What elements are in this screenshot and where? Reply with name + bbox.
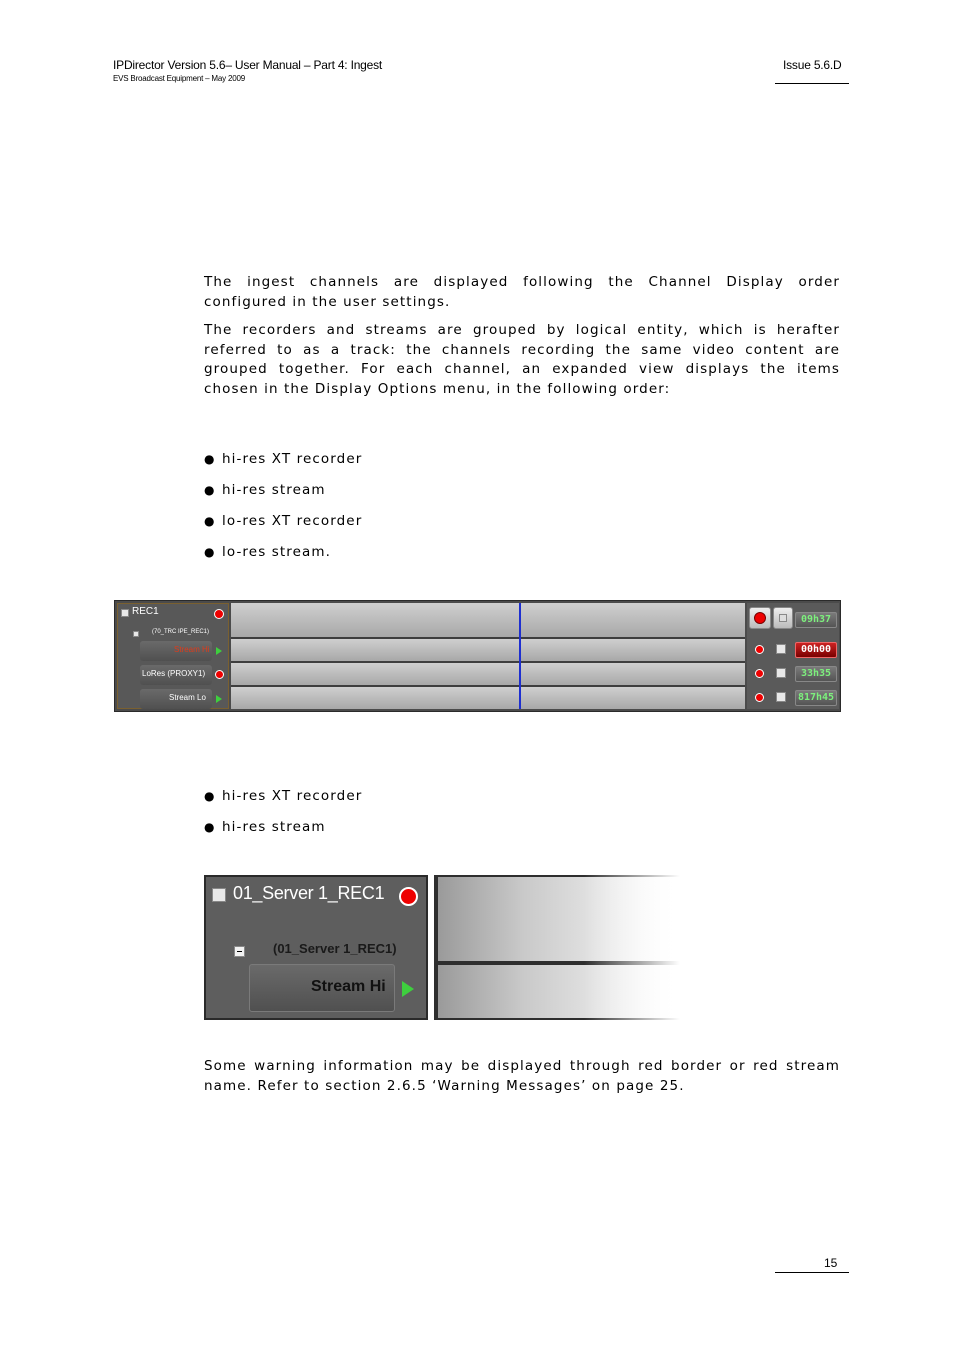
lores-recorder-label: LoRes (PROXY1): [142, 669, 206, 678]
stream-hi-label: Stream Hi: [311, 978, 386, 995]
list-item: ● hi-res stream: [204, 482, 326, 498]
track-name: REC1: [132, 606, 159, 617]
record-icon: [754, 612, 766, 624]
record-status-icon: [214, 609, 224, 619]
record-icon[interactable]: [755, 669, 764, 678]
record-icon[interactable]: [755, 693, 764, 702]
paragraph-warning-info: Some warning information may be displayed through red border or red stream name. Refer to section 2.6.5 ‘Warning Messages’ on page 25.: [204, 1058, 840, 1094]
stop-icon: [779, 614, 787, 622]
group-label: (70_TRC IPE_REC1): [152, 629, 210, 635]
checkbox[interactable]: [776, 692, 786, 702]
paragraph-track-grouping: The recorders and streams are grouped by logical entity, which is herafter referred to as a track: the channels recording the same video content are grouped together. For each channel, an expanded view displays the items chosen in the Display Options menu, in the following order:: [204, 322, 840, 397]
track-header-panel: [204, 875, 428, 1020]
stream-hi-label: Stream Hi: [174, 645, 210, 654]
header-rule: [775, 83, 849, 84]
stream-lo-label: Stream Lo: [169, 693, 206, 702]
timeline-area[interactable]: [231, 603, 745, 709]
paragraph-channel-order: The ingest channels are displayed following the Channel Display order configured in the user settings.: [204, 274, 840, 310]
list-item: ● hi-res XT recorder: [204, 451, 363, 467]
checkbox[interactable]: [776, 644, 786, 654]
header-subtitle: EVS Broadcast Equipment – May 2009: [113, 74, 245, 83]
timecode-display: 09h37: [795, 612, 837, 628]
timeline-track[interactable]: [231, 663, 745, 685]
list-item: ● hi-res XT recorder: [204, 788, 363, 804]
track-header-panel: [117, 603, 229, 709]
screenshot-expanded-track: [114, 600, 841, 712]
play-icon[interactable]: [216, 695, 222, 703]
list-item: ● lo-res XT recorder: [204, 513, 363, 529]
record-status-icon: [215, 670, 224, 679]
track-checkbox[interactable]: [121, 609, 129, 617]
timeline-cursor[interactable]: [519, 603, 521, 709]
track-checkbox[interactable]: [212, 888, 226, 902]
record-status-icon: [399, 887, 418, 906]
minus-icon: [237, 951, 242, 952]
list-hires-only: [204, 786, 362, 848]
timecode-display: 33h35: [795, 666, 837, 682]
image-fade: [584, 875, 680, 1020]
list-expanded-view-order: [204, 449, 362, 573]
record-icon[interactable]: [755, 645, 764, 654]
play-icon[interactable]: [216, 647, 222, 655]
timecode-display: 00h00: [795, 642, 837, 658]
screenshot-zoomed-track: [204, 875, 680, 1020]
checkbox[interactable]: [776, 668, 786, 678]
timeline-track[interactable]: [231, 603, 745, 637]
collapse-icon[interactable]: [133, 631, 139, 637]
footer-rule: [775, 1272, 849, 1273]
track-name: 01_Server 1_REC1: [233, 883, 385, 903]
timeline-area[interactable]: [434, 875, 680, 1020]
recorder-controls-panel: [747, 603, 839, 709]
list-item: ● hi-res stream: [204, 819, 326, 835]
play-icon[interactable]: [402, 981, 414, 997]
list-item: ● lo-res stream.: [204, 544, 332, 560]
timeline-track[interactable]: [231, 687, 745, 709]
timeline-track[interactable]: [231, 639, 745, 661]
page-number: 15: [824, 1256, 838, 1270]
timecode-display: 817h45: [795, 690, 837, 706]
header-issue: Issue 5.6.D: [783, 58, 842, 72]
header-title: IPDirector Version 5.6– User Manual – Part 4: Ingest: [113, 58, 383, 72]
group-label: (01_Server 1_REC1): [273, 941, 397, 956]
